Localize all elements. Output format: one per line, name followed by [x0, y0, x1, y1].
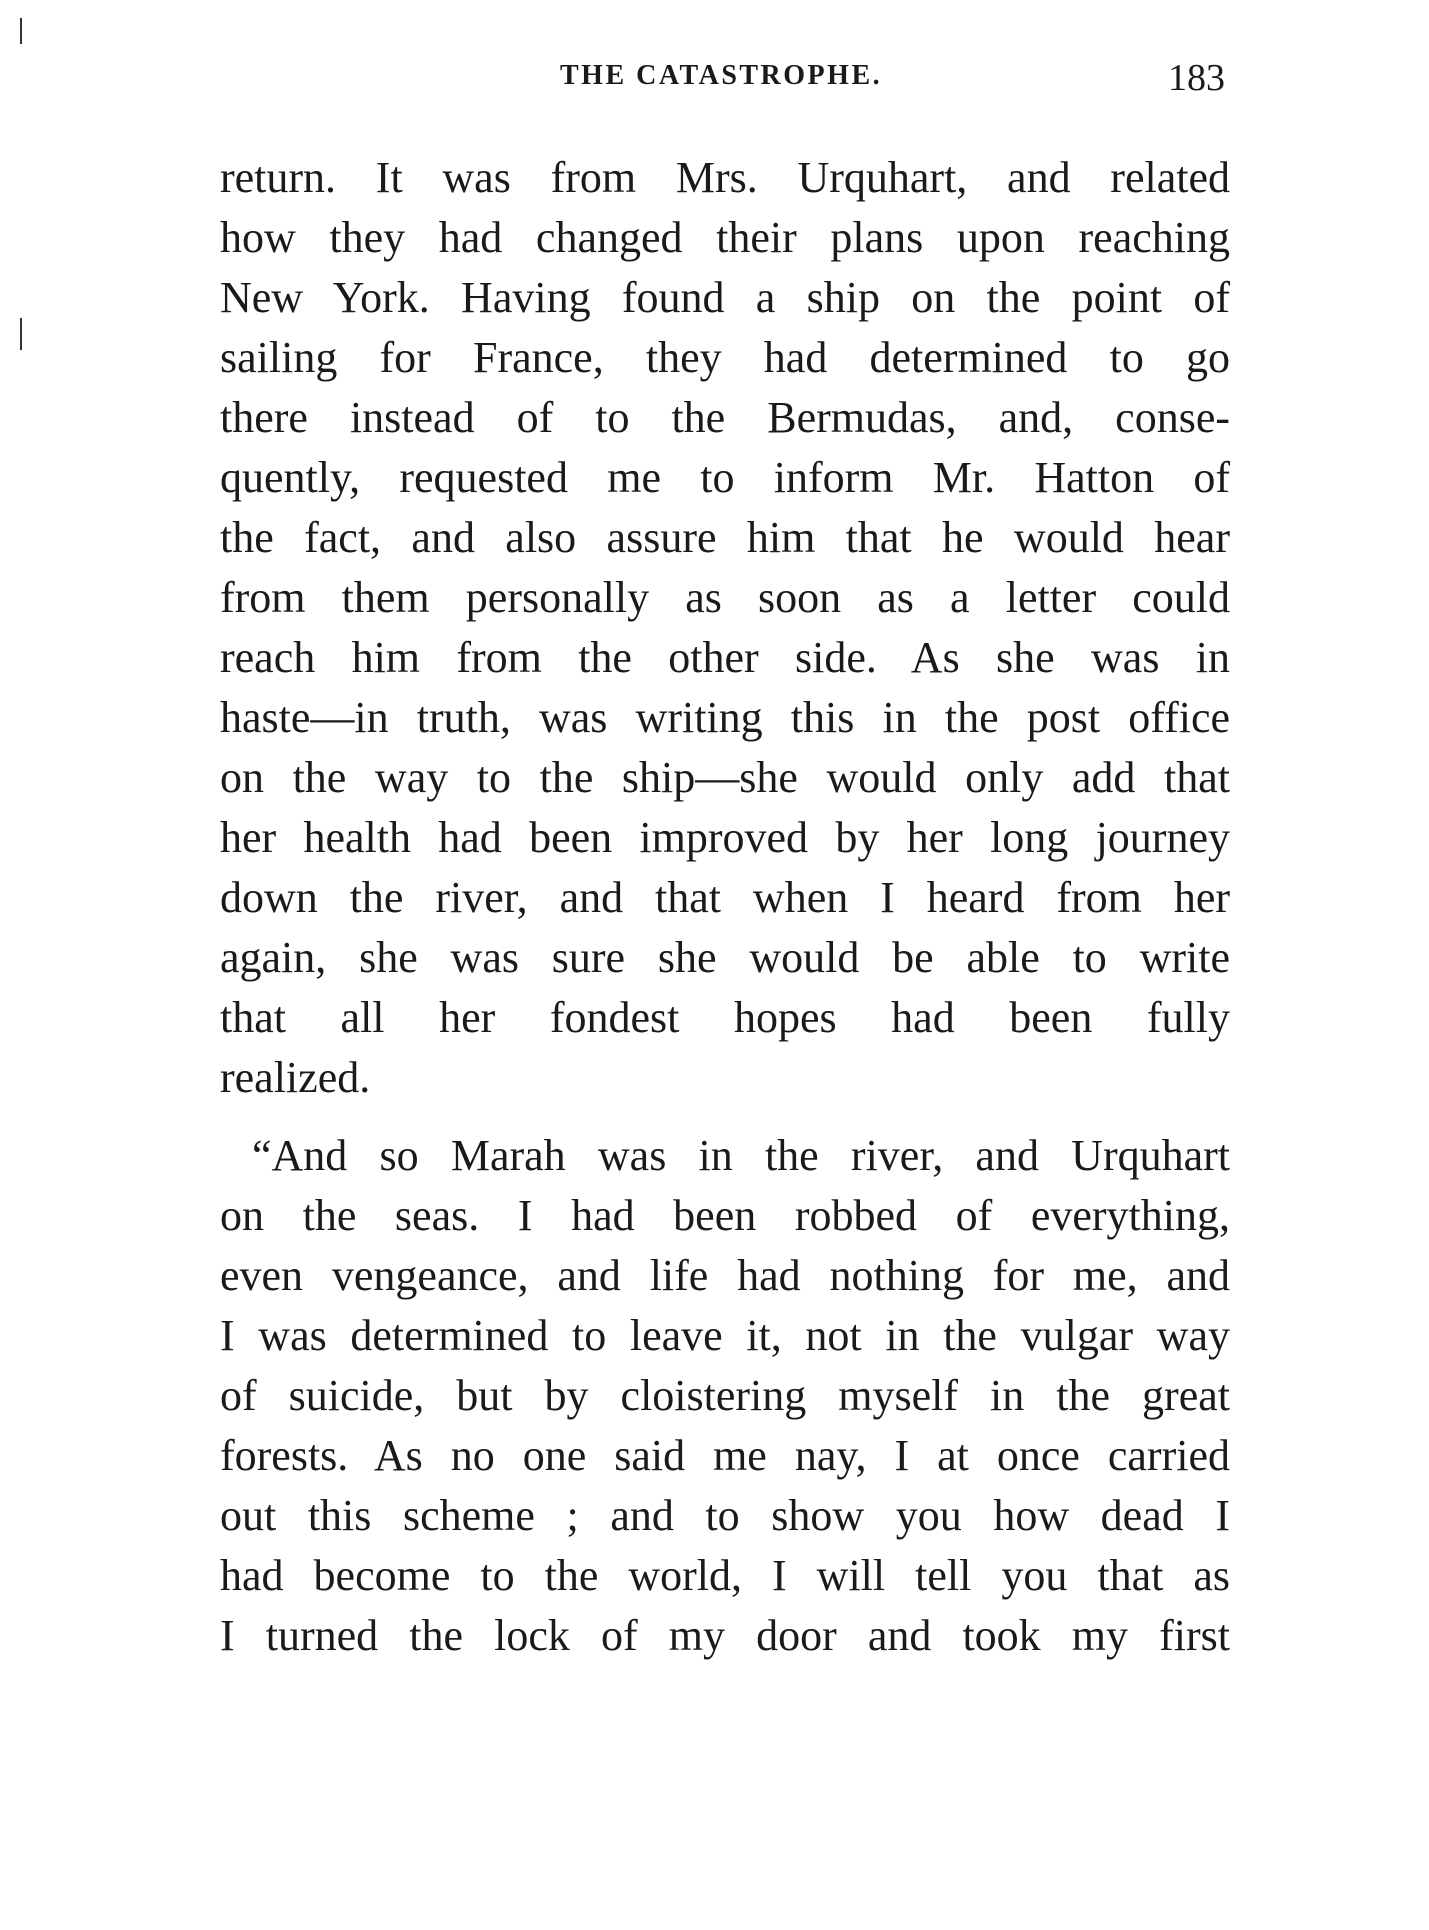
text-line: how they had changed their plans upon reaching	[220, 213, 1230, 262]
text-line: even vengeance, and life had nothing for me, and	[220, 1251, 1230, 1300]
scan-edge-mark	[20, 18, 22, 44]
page-number: 183	[1168, 57, 1225, 99]
text-line: haste—in truth, was writing this in the post office	[220, 693, 1230, 742]
text-line: had become to the world, I will tell you that as	[220, 1551, 1230, 1600]
text-line: reach him from the other side. As she was in	[220, 633, 1230, 682]
text-line: realized.	[220, 1053, 371, 1102]
paragraph-2	[220, 1126, 1230, 1666]
text-line: quently, requested me to inform Mr. Hatton of	[220, 453, 1230, 502]
text-line: from them personally as soon as a letter could	[220, 573, 1230, 622]
text-line: on the seas. I had been robbed of everything,	[220, 1191, 1230, 1240]
text-line: down the river, and that when I heard from her	[220, 873, 1230, 922]
text-line: of suicide, but by cloistering myself in the great	[220, 1371, 1230, 1420]
text-line: I turned the lock of my door and took my first	[220, 1611, 1230, 1660]
text-line: forests. As no one said me nay, I at once carried	[220, 1431, 1230, 1480]
text-line: that all her fondest hopes had been fully	[220, 993, 1230, 1042]
body-text	[220, 148, 1230, 1666]
paragraph-1	[220, 148, 1230, 1108]
text-line: there instead of to the Bermudas, and, conse-	[220, 393, 1230, 442]
scan-edge-mark	[20, 318, 22, 350]
text-line: “And so Marah was in the river, and Urquhart	[252, 1131, 1230, 1180]
text-line: again, she was sure she would be able to write	[220, 933, 1230, 982]
text-line: the fact, and also assure him that he would hear	[220, 513, 1230, 562]
text-line: return. It was from Mrs. Urquhart, and related	[220, 153, 1230, 202]
running-title: THE CATASTROPHE.	[560, 60, 883, 91]
text-line: on the way to the ship—she would only add that	[220, 753, 1230, 802]
text-line: her health had been improved by her long journey	[220, 813, 1230, 862]
text-line: sailing for France, they had determined to go	[220, 333, 1230, 382]
text-line: New York. Having found a ship on the point of	[220, 273, 1230, 322]
text-line: I was determined to leave it, not in the vulgar way	[220, 1311, 1230, 1360]
text-line: out this scheme ; and to show you how dead I	[220, 1491, 1230, 1540]
